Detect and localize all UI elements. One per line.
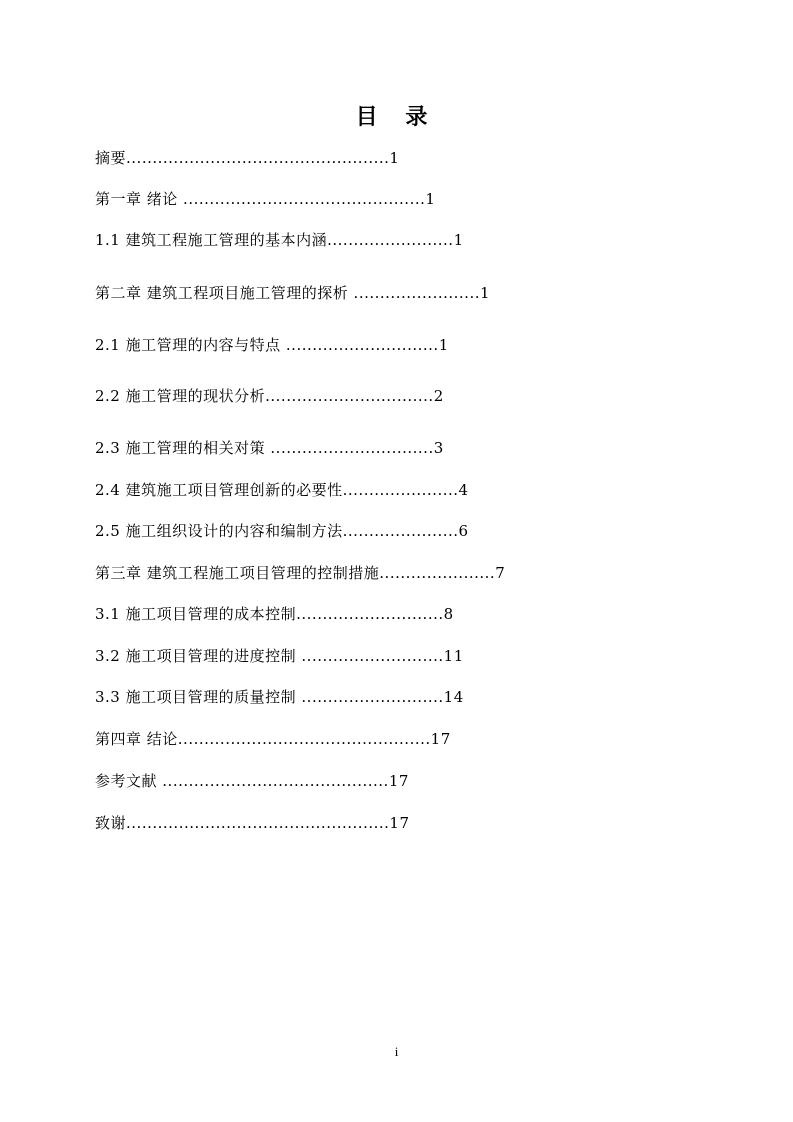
toc-entry-label: 2.2 施工管理的现状分析 [95, 387, 266, 405]
toc-entry[interactable] [95, 148, 399, 168]
toc-entry-leader: ........................... [301, 647, 444, 665]
toc-entry-label: 2.4 建筑施工项目管理创新的必要性 [95, 481, 343, 499]
toc-entry-label: 参考文献 [95, 772, 163, 790]
toc-entry[interactable] [95, 386, 444, 406]
toc-entry-page: 14 [443, 688, 464, 706]
toc-entry-page: 17 [430, 730, 451, 748]
toc-entry-leader: ........................................... [162, 772, 389, 790]
toc-entry[interactable] [95, 729, 451, 749]
toc-entry[interactable] [95, 604, 454, 624]
toc-entry-label: 3.1 施工项目管理的成本控制 [95, 605, 297, 623]
toc-entry[interactable] [95, 687, 464, 707]
toc-entry-leader: .................................................. [126, 149, 390, 167]
toc-entry[interactable] [95, 283, 490, 303]
toc-entry-leader: ................................ [265, 387, 434, 405]
toc-entry-label: 2.3 施工管理的相关对策 [95, 439, 271, 457]
toc-entry-leader: .................................................. [126, 814, 390, 832]
toc-entry-label: 3.3 施工项目管理的质量控制 [95, 688, 302, 706]
toc-entry-page: 1 [425, 190, 436, 208]
toc-entry-leader: ...................... [342, 481, 459, 499]
toc-entry-page: 1 [453, 231, 464, 249]
toc-entry-label: 3.2 施工项目管理的进度控制 [95, 647, 302, 665]
toc-entry-leader: ........................... [301, 688, 444, 706]
toc-entry-page: 1 [389, 149, 400, 167]
toc-entry-label: 摘要 [95, 149, 127, 167]
toc-entry[interactable] [95, 646, 464, 666]
toc-entry-leader: ........................ [353, 284, 480, 302]
toc-entry-leader: ........................ [327, 231, 454, 249]
toc-entry[interactable] [95, 480, 469, 500]
toc-entry-leader: ...................... [379, 564, 496, 582]
toc-entry[interactable] [95, 335, 449, 355]
toc-entry-page: 3 [433, 439, 444, 457]
toc-entry-label: 第三章 建筑工程施工项目管理的控制措施 [95, 564, 380, 582]
toc-entry[interactable] [95, 230, 464, 250]
toc-entry-label: 第四章 结论 [95, 730, 178, 748]
toc-entry-page: 17 [389, 814, 410, 832]
page-number: i [394, 1044, 399, 1059]
toc-entry-label: 致谢 [95, 814, 127, 832]
toc-entry-label: 2.5 施工组织设计的内容和编制方法 [95, 522, 343, 540]
toc-entry[interactable] [95, 563, 505, 583]
toc-entry-label: 2.1 施工管理的内容与特点 [95, 336, 286, 354]
toc-entry-page: 7 [495, 564, 506, 582]
toc-entry-leader: ............................. [285, 336, 439, 354]
page-title: 目 录 [355, 105, 438, 130]
toc-entry-page: 8 [443, 605, 454, 623]
toc-entry-page: 11 [443, 647, 464, 665]
toc-entry-leader: ................................................ [177, 730, 431, 748]
toc-entry[interactable] [95, 521, 469, 541]
toc-entry-page: 17 [388, 772, 409, 790]
toc-entry-page: 4 [458, 481, 469, 499]
toc-entry-page: 1 [479, 284, 491, 302]
toc-entry-label: 1.1 建筑工程施工管理的基本内涵 [95, 231, 328, 249]
toc-entry[interactable] [95, 189, 435, 209]
toc-entry[interactable] [95, 771, 409, 791]
toc-entry-leader: ............................ [296, 605, 444, 623]
toc-entry[interactable] [95, 813, 410, 833]
toc-entry-page: 6 [458, 522, 469, 540]
toc-entry-leader: .............................................. [183, 190, 426, 208]
toc-entry-leader: ............................... [270, 439, 434, 457]
toc-entry-label: 第一章 绪论 [95, 190, 184, 208]
toc-entry-leader: ...................... [342, 522, 459, 540]
toc-entry-page: 2 [433, 387, 444, 405]
toc-entry-page: 1 [438, 336, 449, 354]
toc-entry-label: 第二章 建筑工程项目施工管理的探析 [95, 284, 354, 302]
toc-entry[interactable] [95, 438, 444, 458]
